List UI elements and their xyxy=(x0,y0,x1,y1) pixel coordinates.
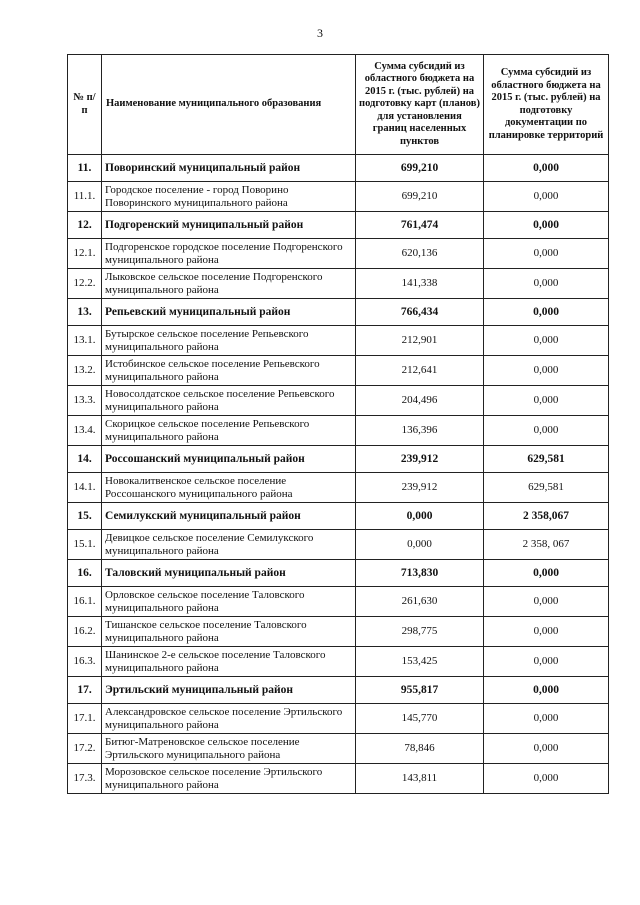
row-number: 17. xyxy=(68,677,102,704)
row-number: 14.1. xyxy=(68,473,102,503)
district-row xyxy=(68,155,609,182)
settlement-row xyxy=(68,473,609,503)
settlement-row xyxy=(68,734,609,764)
header-planning-subsidy: Сумма субсидий из областного бюджета на 2015 г. (тыс. рублей) на подготовку документации по планировке территорий xyxy=(484,55,609,155)
district-row xyxy=(68,299,609,326)
planning-subsidy-value: 0,000 xyxy=(484,356,609,386)
maps-subsidy-value: 713,830 xyxy=(356,560,484,587)
settlement-row xyxy=(68,326,609,356)
row-name: Семилукский муниципальный район xyxy=(102,503,356,530)
planning-subsidy-value: 0,000 xyxy=(484,560,609,587)
row-name: Поворинский муниципальный район xyxy=(102,155,356,182)
header-number: № п/п xyxy=(68,55,102,155)
district-row xyxy=(68,446,609,473)
maps-subsidy-value: 145,770 xyxy=(356,704,484,734)
row-number: 16.3. xyxy=(68,647,102,677)
row-name: Битюг-Матреновское сельское поселение Эртильского муниципального района xyxy=(102,734,356,764)
row-number: 13.2. xyxy=(68,356,102,386)
maps-subsidy-value: 78,846 xyxy=(356,734,484,764)
settlement-row xyxy=(68,269,609,299)
maps-subsidy-value: 239,912 xyxy=(356,446,484,473)
row-number: 16. xyxy=(68,560,102,587)
row-number: 11. xyxy=(68,155,102,182)
row-name: Скорицкое сельское поселение Репьевского муниципального района xyxy=(102,416,356,446)
table-header-row xyxy=(68,55,609,155)
subsidy-table xyxy=(67,54,609,794)
settlement-row xyxy=(68,386,609,416)
row-number: 17.3. xyxy=(68,764,102,794)
header-name: Наименование муниципального образования xyxy=(102,55,356,155)
planning-subsidy-value: 0,000 xyxy=(484,734,609,764)
planning-subsidy-value: 0,000 xyxy=(484,764,609,794)
row-name: Новосолдатское сельское поселение Репьевского муниципального района xyxy=(102,386,356,416)
maps-subsidy-value: 955,817 xyxy=(356,677,484,704)
planning-subsidy-value: 0,000 xyxy=(484,386,609,416)
settlement-row xyxy=(68,587,609,617)
maps-subsidy-value: 761,474 xyxy=(356,212,484,239)
district-row xyxy=(68,677,609,704)
district-row xyxy=(68,560,609,587)
row-name: Девицкое сельское поселение Семилукского муниципального района xyxy=(102,530,356,560)
maps-subsidy-value: 766,434 xyxy=(356,299,484,326)
planning-subsidy-value: 0,000 xyxy=(484,617,609,647)
maps-subsidy-value: 212,641 xyxy=(356,356,484,386)
row-name: Шанинское 2-е сельское поселение Таловского муниципального района xyxy=(102,647,356,677)
maps-subsidy-value: 136,396 xyxy=(356,416,484,446)
row-number: 13.1. xyxy=(68,326,102,356)
row-name: Подгоренское городское поселение Подгоренского муниципального района xyxy=(102,239,356,269)
planning-subsidy-value: 0,000 xyxy=(484,299,609,326)
row-number: 12.1. xyxy=(68,239,102,269)
row-name: Бутырское сельское поселение Репьевского муниципального района xyxy=(102,326,356,356)
settlement-row xyxy=(68,530,609,560)
row-name: Александровское сельское поселение Эртильского муниципального района xyxy=(102,704,356,734)
planning-subsidy-value: 0,000 xyxy=(484,212,609,239)
maps-subsidy-value: 699,210 xyxy=(356,182,484,212)
table-body xyxy=(68,155,609,794)
planning-subsidy-value: 0,000 xyxy=(484,155,609,182)
row-name: Истобинское сельское поселение Репьевского муниципального района xyxy=(102,356,356,386)
row-name: Россошанский муниципальный район xyxy=(102,446,356,473)
row-number: 12. xyxy=(68,212,102,239)
settlement-row xyxy=(68,704,609,734)
planning-subsidy-value: 0,000 xyxy=(484,677,609,704)
district-row xyxy=(68,503,609,530)
row-name: Эртильский муниципальный район xyxy=(102,677,356,704)
planning-subsidy-value: 0,000 xyxy=(484,269,609,299)
settlement-row xyxy=(68,617,609,647)
row-name: Репьевский муниципальный район xyxy=(102,299,356,326)
row-name: Таловский муниципальный район xyxy=(102,560,356,587)
row-name: Городское поселение - город Поворино Поворинского муниципального района xyxy=(102,182,356,212)
planning-subsidy-value: 629,581 xyxy=(484,473,609,503)
planning-subsidy-value: 629,581 xyxy=(484,446,609,473)
planning-subsidy-value: 0,000 xyxy=(484,239,609,269)
planning-subsidy-value: 2 358, 067 xyxy=(484,530,609,560)
settlement-row xyxy=(68,764,609,794)
row-number: 12.2. xyxy=(68,269,102,299)
row-name: Подгоренский муниципальный район xyxy=(102,212,356,239)
row-name: Лыковское сельское поселение Подгоренского муниципального района xyxy=(102,269,356,299)
maps-subsidy-value: 0,000 xyxy=(356,530,484,560)
maps-subsidy-value: 212,901 xyxy=(356,326,484,356)
maps-subsidy-value: 143,811 xyxy=(356,764,484,794)
planning-subsidy-value: 0,000 xyxy=(484,416,609,446)
planning-subsidy-value: 2 358,067 xyxy=(484,503,609,530)
row-number: 13.4. xyxy=(68,416,102,446)
district-row xyxy=(68,212,609,239)
row-name: Новокалитвенское сельское поселение Россошанского муниципального района xyxy=(102,473,356,503)
maps-subsidy-value: 699,210 xyxy=(356,155,484,182)
maps-subsidy-value: 298,775 xyxy=(356,617,484,647)
maps-subsidy-value: 204,496 xyxy=(356,386,484,416)
planning-subsidy-value: 0,000 xyxy=(484,587,609,617)
header-maps-subsidy: Сумма субсидий из областного бюджета на 2015 г. (тыс. рублей) на подготовку карт (планов) для установления границ населенных пунктов xyxy=(356,55,484,155)
row-number: 17.1. xyxy=(68,704,102,734)
row-number: 15.1. xyxy=(68,530,102,560)
row-name: Орловское сельское поселение Таловского муниципального района xyxy=(102,587,356,617)
row-name: Тишанское сельское поселение Таловского муниципального района xyxy=(102,617,356,647)
maps-subsidy-value: 261,630 xyxy=(356,587,484,617)
row-number: 15. xyxy=(68,503,102,530)
maps-subsidy-value: 141,338 xyxy=(356,269,484,299)
planning-subsidy-value: 0,000 xyxy=(484,704,609,734)
row-number: 11.1. xyxy=(68,182,102,212)
row-name: Морозовское сельское поселение Эртильского муниципального района xyxy=(102,764,356,794)
row-number: 16.2. xyxy=(68,617,102,647)
page-number: 3 xyxy=(317,26,323,40)
maps-subsidy-value: 153,425 xyxy=(356,647,484,677)
settlement-row xyxy=(68,647,609,677)
row-number: 14. xyxy=(68,446,102,473)
planning-subsidy-value: 0,000 xyxy=(484,647,609,677)
maps-subsidy-value: 0,000 xyxy=(356,503,484,530)
row-number: 13. xyxy=(68,299,102,326)
settlement-row xyxy=(68,239,609,269)
row-number: 13.3. xyxy=(68,386,102,416)
maps-subsidy-value: 239,912 xyxy=(356,473,484,503)
settlement-row xyxy=(68,416,609,446)
row-number: 16.1. xyxy=(68,587,102,617)
row-number: 17.2. xyxy=(68,734,102,764)
planning-subsidy-value: 0,000 xyxy=(484,182,609,212)
settlement-row xyxy=(68,182,609,212)
settlement-row xyxy=(68,356,609,386)
maps-subsidy-value: 620,136 xyxy=(356,239,484,269)
planning-subsidy-value: 0,000 xyxy=(484,326,609,356)
